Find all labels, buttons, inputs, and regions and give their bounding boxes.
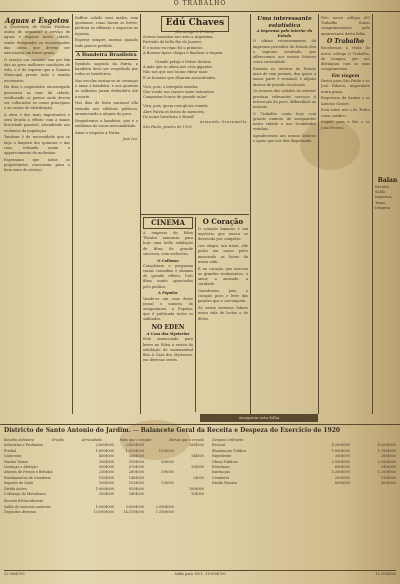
headline-coracao: O Coração xyxy=(202,217,244,226)
row-label: Depositos diversos xyxy=(4,510,37,515)
row-value: 900$000 xyxy=(98,465,114,470)
row-label: Cobrança do Matadouro xyxy=(4,492,46,497)
column-divider xyxy=(318,14,319,414)
row-value: 30$000 xyxy=(191,465,204,470)
row-label: Cemiterio xyxy=(212,475,230,480)
paragraph: Nas escolas ensina-se ás creanças o amor á bandeira, e nos quarteis os soldados juram defendel-a até a morte. xyxy=(75,79,138,99)
extra-rows xyxy=(4,505,204,516)
poem-edu-chaves xyxy=(143,16,247,216)
row-value: 12$000 xyxy=(161,481,174,486)
col-header: Arrecadado xyxy=(81,438,102,442)
column-divider xyxy=(195,217,196,412)
paragraph: Esperamos que todos os proprietarios concorram para o bom exito do serviço. xyxy=(4,157,70,173)
masthead-title: O TRABALHO xyxy=(173,0,227,7)
col-header: Mais que o orçado xyxy=(119,438,152,442)
headline-bandeira: A Bandeira Brasileira xyxy=(76,51,137,58)
row-value: 350$000 xyxy=(98,492,114,497)
headline-aguas: Aguas e Esgotos xyxy=(5,16,69,25)
row-label: Alvarás de Preços e Bebidas xyxy=(4,470,53,475)
paragraph: Agradecemos aos nossos leitores o apoio que nos têm dispensado. xyxy=(253,134,316,144)
column-divider xyxy=(372,14,373,414)
table-row xyxy=(4,492,204,497)
paragraph: Recebemos a visita do nosso collega O Trabalho, de Campos, que nos distinguiu com os seus cumprimentos. xyxy=(321,46,370,72)
row-value xyxy=(174,510,204,515)
row-value: 386$000 xyxy=(128,454,144,459)
row-value: 300$000 xyxy=(334,454,350,459)
row-value: 115$200 xyxy=(158,448,174,453)
paragraph: Regressou de Santos o sr. Antonio Gomes. xyxy=(321,96,370,106)
column-estatistica xyxy=(253,16,316,412)
verse-line: Partindo da bella Rio de Janeiro; xyxy=(143,40,203,45)
row-value: 280$000 xyxy=(380,454,396,459)
paragraph: Respeitemos a bandeira, que é o emblema da nossa nacionalidade. xyxy=(75,118,138,128)
line: Despesa xyxy=(375,205,391,210)
paragraph: Completam o programa varias comedias e dramas de grande effeito. Dois films muito apreciados pelo publico. xyxy=(143,263,193,289)
paragraph: Seguiu para o Rio o sr. João Pereira. xyxy=(321,120,370,130)
film-title: A Popular xyxy=(158,291,178,296)
row-value: 800$000 xyxy=(380,481,396,486)
row-value: 250$000 xyxy=(98,470,114,475)
row-value: 150$000 xyxy=(98,475,114,480)
section-rule xyxy=(141,214,249,215)
total-receita: 22:960$700 xyxy=(4,572,25,576)
row-label: Predial xyxy=(4,448,17,453)
row-value: 2:600$000 xyxy=(95,443,114,448)
paragraph: Guardemos, pois, o coração puro e livre das paixões que o corrompem. xyxy=(198,289,248,304)
col-header: Orçado xyxy=(51,438,65,442)
paragraph: Só assim seremos felizes nesta vida de luctas e de dôres. xyxy=(198,306,248,321)
row-value: 2:310$000 xyxy=(377,459,396,464)
row-value: 13:000$000 xyxy=(93,510,114,515)
row-value: 200$000 xyxy=(334,475,350,480)
statement-title: Districto de Santo Antonio do Jardim. — Balancete Geral da Receita e Despeza do Exercicio de 1920 xyxy=(4,427,341,434)
section-label: Receita ordinaria xyxy=(4,438,34,442)
line: Taxas xyxy=(375,200,386,205)
column-aguas-esgotos xyxy=(4,16,70,412)
paragraph: Está annunciado para breve no Eden a estréa da exhibição do monumental film A Casa dos Mysterios, em diversas series. xyxy=(143,337,193,363)
paragraph: O ultimo recenseamento da imprensa periodica do Estado deu o seguinte resultado, que offerecemos aos nossos leitores como curiosidade. xyxy=(253,39,316,65)
verse-line: Que voado nos ciumes tanto extranhos xyxy=(143,90,214,95)
row-value: 180$000 xyxy=(188,486,204,491)
paragraph: A obra é das mais importantes e será levada a effeito com a maior brevidade possivel, attendendo aos reclamos da população. xyxy=(4,113,70,133)
headline-balan: Balan xyxy=(377,177,398,184)
signature: José Ivo. xyxy=(122,137,138,142)
paragraph: Soffrer calado seus males, sem queixume, como fazem os fortes; perdoar as offensas e esquecer as injurias. xyxy=(75,16,138,36)
row-value: 10$000 xyxy=(191,492,204,497)
row-value: 820$000 xyxy=(128,486,144,491)
row-value: 300$000 xyxy=(98,459,114,464)
headline-edu-chaves: Edú Chaves xyxy=(165,18,225,28)
row-value: 1:915$200 xyxy=(125,448,144,453)
row-value: 2:410$500 xyxy=(125,443,144,448)
row-value: 260$000 xyxy=(128,470,144,475)
line: Saldo xyxy=(375,190,386,195)
headline-o-trabalho: O Trabalho xyxy=(326,38,365,46)
headline-box xyxy=(161,16,229,32)
row-label: Licenças e Aferição xyxy=(4,465,38,470)
column-coracao xyxy=(198,217,248,412)
receita-rows xyxy=(4,443,204,497)
verse-line: Não nos que nos tocam vibrar mais xyxy=(143,70,208,75)
section-title: Em viagem xyxy=(331,74,360,80)
verse-line: A Buenos-Ayres chegar e finalizar a viagem. xyxy=(143,50,224,55)
receita-table xyxy=(4,438,204,516)
row-label: Vendas Varias xyxy=(4,459,28,464)
verse-line: Grande peleja e Nobre destino xyxy=(155,60,211,65)
column-cinema xyxy=(143,217,193,412)
paragraph: Ora alegre, ora triste, elle pulsa em nosso peito marcando as horas da nossa vida. xyxy=(198,244,248,264)
row-value: 540$000 xyxy=(380,465,396,470)
line: Impostos xyxy=(375,195,392,200)
row-value: 1:800$000 xyxy=(331,448,350,453)
paragraph: Amor e respeito á Patria. xyxy=(75,130,121,135)
row-label: Pessoal xyxy=(212,443,225,448)
dateline: São Paulo, janeiro de 1920 xyxy=(143,125,192,130)
row-value: 340$000 xyxy=(128,492,144,497)
row-value: 1:800$000 xyxy=(95,448,114,453)
row-value: 190$000 xyxy=(380,475,396,480)
paragraph: Ha dias o engenheiro encarregado percorreu as ruas da cidade, verificando os pontos onde devem ser collocados os canos principaes e as caixas de distribuição. xyxy=(4,85,70,111)
verse-line: Conquistar louros de grande valor! xyxy=(143,95,208,100)
row-label: Cabeceira xyxy=(4,454,22,459)
paragraph: Partiu para São Paulo o sr. José Ribeiro, negociante nesta praça. xyxy=(321,79,370,94)
verse-line: Viva, pois, o intrepido aviador, xyxy=(143,84,199,89)
paragraph: O serviço ora iniciado tem por fim dar ao povo melhores condições de vida, e é de esperar que a Camara Municipal preste todo o auxilio necessario. xyxy=(4,57,70,83)
statement-heading: Balancete Geral da Receita e Despeza do Exercicio de 1920 xyxy=(140,427,341,434)
row-value: 870$000 xyxy=(128,465,144,470)
totals-row xyxy=(4,572,396,577)
line: Receita xyxy=(375,185,389,189)
section-label: Despeza ordinaria xyxy=(212,438,244,442)
row-label: Instrucção xyxy=(212,470,231,475)
section-label: Receita Extraordinaria xyxy=(4,499,44,504)
row-label: Divida Passiva xyxy=(212,481,237,486)
film-title: O Collosso xyxy=(157,258,179,263)
headline-eden: NO EDEN xyxy=(151,324,185,332)
paragraph: Os jornaes das cidades do interior prestam relevantes serviços á instrucção do povo, diffundindo as noticias. xyxy=(253,89,316,110)
verse-line: Viva, pois, quem com gloria voando xyxy=(143,104,208,109)
column-divider xyxy=(250,14,251,414)
total-despeza: 11:305$000 xyxy=(375,572,396,576)
row-value: 2$000 xyxy=(193,475,204,480)
row-label: Imposto de Gado xyxy=(4,481,34,486)
row-value: 1:310$000 xyxy=(155,510,174,515)
verse-line: E o nosso eu regio foi o primeiro xyxy=(143,45,203,50)
row-label: Industrias e Profissões xyxy=(4,443,44,448)
row-value: 500$000 xyxy=(98,481,114,486)
column-balan xyxy=(375,16,400,412)
verse-line: E os homens que olharam assombrados. xyxy=(143,75,217,80)
district-name: Districto de Santo Antonio do Jardim. xyxy=(4,427,131,434)
row-value: 14$000 xyxy=(191,454,204,459)
row-label: Illuminação Publica xyxy=(212,448,246,453)
row-value: 10$000 xyxy=(161,470,174,475)
paragraph: O coração humano é um mysterio que nunca se desvenda por completo. xyxy=(198,227,248,242)
subhead: (Do amigo S. F. Neto) xyxy=(175,30,215,34)
headline-estatistica: Uma interessante estatistica xyxy=(257,16,312,29)
headline-cinema: CINEMA xyxy=(143,217,193,229)
totals-rule xyxy=(4,570,396,571)
row-value: 189$500 xyxy=(188,443,204,448)
row-value: 355$000 xyxy=(128,459,144,464)
paragraph: É no coração que nascem os grandes sentimentos: o amor, a amizade, a caridade. xyxy=(198,266,248,287)
column-divider xyxy=(72,14,73,414)
row-value: 4:200$000 xyxy=(331,443,350,448)
row-value: 400$000 xyxy=(98,454,114,459)
advert-text: Assignem esta folha xyxy=(238,415,280,420)
row-value: 148$000 xyxy=(128,475,144,480)
paragraph: Tambem é de necessidade que se faça a limpeza dos quintaes e das ruas, evitando assim o apparecimento de molestias. xyxy=(4,135,70,156)
row-value: 512$000 xyxy=(128,481,144,486)
paragraph: Nos dias de festa nacional ella tremula nos edificios publicos, annunciando a alegria do povo. xyxy=(75,101,138,116)
row-label: Saldo do exercicio anterior xyxy=(4,504,51,509)
despeza-table xyxy=(212,438,396,487)
verse-line: Do nome brasileiro e Brazil! xyxy=(143,114,195,119)
paragraph: Symbolo sagrado da Patria, a bandeira deve ser respeitada por todos os brasileiros. xyxy=(75,61,138,77)
table-row xyxy=(212,481,396,486)
verse-line: Abre Patria os fastos de memoria, xyxy=(143,109,205,114)
table-row xyxy=(4,510,204,515)
row-value: 2:500$000 xyxy=(331,459,350,464)
verse-line: Sereno transitou nos ares a Argentina xyxy=(143,35,213,40)
despeza-rows xyxy=(212,443,396,486)
paragraph: Esperar sempre, mesmo quando tudo parece perdido. xyxy=(75,38,138,48)
paragraph: A empreza do Eden Theatro annuncia para hoje uma bella exhibição de films de grande successo, com orchestra. xyxy=(143,231,193,256)
row-value: 1:000$000 xyxy=(95,504,114,509)
subhead: A imprensa pelo interior do Estado xyxy=(256,29,313,39)
row-label: Expediente xyxy=(212,454,232,459)
row-label: Divida Activa xyxy=(4,486,27,491)
author: Armando Scaramella xyxy=(199,120,247,125)
film-title: A Casa dos Mysterios xyxy=(146,332,190,337)
advert-strip xyxy=(200,414,318,422)
row-value: 55$000 xyxy=(161,459,174,464)
paragraph: O Trabalho conta hoje com grande numero de assignantes nesta cidade e nas localidades visinhas. xyxy=(253,111,316,132)
paragraph: Pelo nosso collega d'O Trabalho fomos cumprimentados pelo anniversario desta folha. xyxy=(321,16,370,36)
row-value: 1:200$000 xyxy=(377,470,396,475)
masthead-rule xyxy=(0,11,400,12)
paragraph: A Secretaria de Obras Publicas acaba de organizar o serviço de aguas e esgotos nesta cidade, sendo designados os encarregados das obras que devem ser executadas em breve prazo. xyxy=(4,25,70,56)
verse-line: A mão que se ufana nos céos gigantes xyxy=(143,65,213,70)
row-value: 14:310$000 xyxy=(123,510,144,515)
row-label: Obras Publicas xyxy=(212,459,238,464)
statement-rule xyxy=(0,424,400,425)
column-bandeira xyxy=(75,16,138,412)
row-value: 4:200$000 xyxy=(377,443,396,448)
row-value: 3:000$000 xyxy=(125,504,144,509)
col-header: Menos que o orçado xyxy=(169,438,204,442)
row-value: 600$000 xyxy=(334,465,350,470)
row-value: 2:000$000 xyxy=(155,504,174,509)
row-value xyxy=(144,492,174,497)
paragraph: Está entre nós o dr. Pedro Lima, medico. xyxy=(321,108,370,118)
total-saldo: Saldo para 1921: 11:655$700 xyxy=(174,572,226,576)
row-label: Eventuaes xyxy=(212,465,230,470)
paragraph: Existem no interior do Estado mais de cem jornaes, dos quaes a maior parte é semanal, e alguns diarios de grande circulação. xyxy=(253,67,316,87)
row-value: 1:000$000 xyxy=(95,486,114,491)
row-label: Emolumentos de Cemiterio xyxy=(4,475,51,480)
paragraph: Vende-se em casa deste jornal o numero de assignaturas, a Popular, que é publicada todos os sabbados. xyxy=(143,296,193,322)
column-o-trabalho xyxy=(321,16,370,412)
row-value: 800$000 xyxy=(334,481,350,486)
row-value: 1:785$000 xyxy=(377,448,396,453)
row-value: 1:200$000 xyxy=(331,470,350,475)
